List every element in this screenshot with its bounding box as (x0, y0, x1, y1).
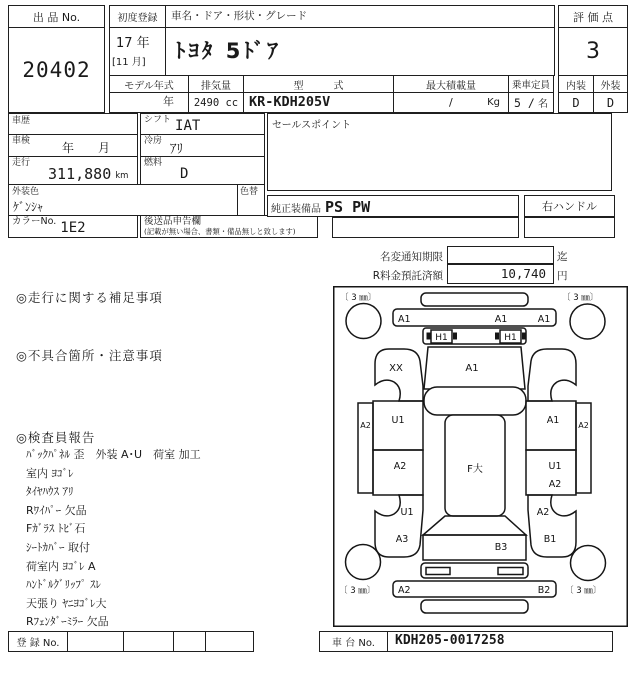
auction-no-header: 出 品 No. (8, 5, 105, 28)
score-value: 3 (558, 27, 628, 76)
equipment-cell (267, 195, 519, 217)
first-reg-year: 17 年 (116, 36, 150, 51)
door-rear-left (373, 450, 423, 495)
later-items-note: (記載が無い場合、書類・備品無しと致します) (144, 227, 296, 236)
quarter-panel-left (375, 495, 423, 557)
inspector-item: 荷室内 ﾖｺﾞﾚ A (26, 559, 96, 573)
clip-mark (453, 333, 457, 340)
later-items-label: 後送品申告欄 (144, 216, 202, 227)
clip-mark (495, 333, 499, 340)
inspection-value: 年 月 (62, 140, 111, 155)
color-no-cell (8, 215, 138, 238)
rocker-left-mark: A2 (360, 421, 371, 430)
name-change-box (447, 246, 554, 264)
quarter-left-mark2: A3 (395, 534, 409, 545)
exterior-color-label: 外装色 (12, 187, 40, 197)
rear-bumper (393, 581, 556, 597)
roof-mark: F大 (467, 464, 483, 475)
recycle-fee-value: 10,740 (447, 264, 554, 284)
model-code-value: KR-KDH205V (243, 92, 394, 113)
tire-rear-left (346, 545, 381, 580)
quarter-right-mark1: A2 (536, 507, 550, 518)
shift-cell (140, 113, 265, 135)
aircon-label: 冷房 (144, 136, 163, 146)
back-panel-mark: B3 (494, 542, 508, 553)
tire-front-left (346, 304, 381, 339)
front-bumper (393, 309, 556, 326)
exterior-grade-header: 外装 (593, 75, 628, 93)
interior-grade-value: D (558, 92, 594, 113)
inspector-item: ﾊﾞｯｸﾊﾟﾈﾙ 歪 外装 A･U 荷室 加工 (26, 448, 201, 461)
quarter-right-mark2: B1 (543, 534, 557, 545)
front-fender-left-mark: XX (389, 363, 403, 374)
damage-diagram (333, 286, 628, 627)
recycle-fee-unit: 円 (557, 270, 568, 282)
displacement-header: 排気量 (188, 75, 244, 93)
tire-rear-right (571, 546, 606, 581)
quarter-left-mark1: U1 (400, 507, 414, 518)
inspector-report-list (26, 446, 326, 632)
inspection-cell (8, 134, 138, 157)
aircon-cell (140, 134, 265, 157)
back-panel (423, 535, 526, 560)
tire-front-right (570, 304, 605, 339)
shift-label: シフト (144, 115, 172, 125)
sales-point-box: セールスポイント (267, 113, 612, 191)
exterior-color-value: ｹﾞﾝｼｬ (13, 200, 44, 214)
mileage-cell (8, 156, 138, 185)
mileage-unit: km (115, 171, 129, 181)
fuel-cell (140, 156, 265, 185)
model-year-header: モデル年式 (109, 75, 189, 93)
steering-extra-cell (524, 217, 615, 238)
auction-no-value: 20402 (8, 27, 105, 113)
rear-bumper-left-mark: A2 (398, 585, 411, 596)
shift-value: IAT (175, 117, 201, 134)
car-name-value: ﾄﾖﾀ 5ﾄﾞｱ (165, 27, 555, 76)
door-front-left-mark: U1 (391, 415, 405, 426)
equipment-extra-cell (332, 217, 519, 238)
first-reg-month: [11 月] (112, 57, 146, 68)
equipment-label: 純正装備品 (271, 204, 321, 215)
inspector-item: ﾀｲﾔﾊｳｽ ｱﾘ (26, 485, 74, 499)
mileage-value: 311,880 (48, 165, 112, 183)
windshield (424, 387, 526, 415)
front-bumper-mid-mark: A1 (494, 314, 508, 325)
score-header: 評 価 点 (558, 5, 628, 28)
name-change-until: 迄 (557, 251, 568, 263)
registration-no-cell (173, 631, 206, 652)
chassis-no-value: KDH205-0017258 (387, 631, 613, 652)
clip-mark (427, 333, 431, 340)
max-load-unit: Kg (487, 97, 500, 108)
capacity-unit: 名 (538, 99, 548, 110)
door-rear-right-mark2: A2 (548, 479, 562, 490)
aircon-value: ｱﾘ (170, 141, 184, 157)
headlight-left-mark: H1 (435, 333, 448, 343)
registration-no-cell (67, 631, 124, 652)
door-front-right-mark: A1 (546, 415, 560, 426)
inspector-item: 天張り ﾔﾆﾖｺﾞﾚ大 (26, 596, 107, 610)
mileage-note-title: ◎走行に関する補足事項 (16, 290, 163, 305)
capacity-value (508, 92, 554, 113)
inspector-item: Fｶﾞﾗｽ ﾄﾋﾞ石 (26, 522, 86, 536)
history-cell: 車歴 (8, 113, 138, 135)
fuel-value: D (180, 166, 189, 182)
interior-grade-header: 内装 (558, 75, 594, 93)
mileage-label: 走行 (12, 158, 31, 168)
rocker-left (358, 403, 373, 493)
name-change-label: 名変通知期限 (380, 251, 443, 263)
later-items-cell (140, 215, 318, 238)
capacity-number: 5 / (514, 95, 535, 110)
steering-cell: 右ハンドル (524, 195, 615, 217)
exterior-grade-value: D (593, 92, 628, 113)
max-load-slash: / (449, 96, 453, 109)
color-change-cell: 色替 (237, 184, 265, 216)
displacement-value: 2490 cc (188, 92, 244, 113)
equipment-value: PS PW (325, 197, 371, 216)
rear-bumper-lip (421, 600, 528, 613)
inspector-item: ﾊﾝﾄﾞﾙｸﾞﾘｯﾌﾟ ｽﾚ (26, 578, 101, 592)
model-year-value: 年 (109, 92, 189, 113)
rocker-right (576, 403, 591, 493)
tread-depth-bottom-left: 〔 3 ㎜〕 (339, 586, 376, 596)
tread-depth-top-right: 〔 3 ㎜〕 (562, 293, 599, 303)
capacity-header: 乗車定員 (508, 75, 554, 93)
rocker-right-mark: A2 (578, 421, 589, 430)
max-load-value (393, 92, 509, 113)
rear-window (423, 516, 526, 535)
tread-depth-bottom-right: 〔 3 ㎜〕 (565, 586, 602, 596)
inspection-label: 車検 (12, 136, 31, 146)
max-load-header: 最大積載量 (393, 75, 509, 93)
tread-depth-top-left: 〔 3 ㎜〕 (340, 293, 377, 303)
quarter-panel-right (528, 495, 576, 557)
defects-title: ◎不具合箇所・注意事項 (16, 348, 163, 363)
chassis-no-label: 車 台 No. (319, 631, 388, 652)
registration-no-label: 登 録 No. (8, 631, 68, 652)
model-code-header: 型 式 (243, 75, 394, 93)
tail-light-left (426, 568, 450, 575)
front-bumper-left-mark: A1 (398, 314, 411, 325)
inspector-item: Rﾌｪﾝﾀﾞｰﾐﾗｰ 欠品 (26, 615, 109, 629)
registration-no-cell (205, 631, 254, 652)
first-registration-value (109, 27, 166, 76)
registration-no-cell (123, 631, 174, 652)
front-fender-right (528, 349, 576, 401)
inspector-item: ｼｰﾄｶﾊﾞｰ 取付 (26, 540, 90, 554)
door-rear-left-mark: A2 (393, 461, 407, 472)
front-fender-left (375, 349, 423, 401)
color-no-label: カラーNo. (12, 216, 57, 227)
front-bumper-right-mark: A1 (537, 314, 551, 325)
rear-bumper-right-mark: B2 (537, 585, 551, 596)
fuel-label: 燃料 (144, 158, 163, 168)
first-registration-header: 初度登録 (109, 5, 166, 28)
recycle-fee-label: R料金預託済額 (372, 270, 443, 282)
door-rear-right-mark1: U1 (548, 461, 562, 472)
tail-light-right (498, 568, 523, 575)
headlight-right-mark: H1 (504, 333, 517, 343)
car-name-header: 車名・ドア・形状・グレード (165, 5, 555, 28)
inspector-report-title: ◎検査員報告 (16, 430, 96, 445)
hood-mark: A1 (465, 363, 479, 374)
inspector-item: 室内 ﾖｺﾞﾚ (26, 466, 74, 480)
inspector-item: Rﾜｲﾊﾟｰ 欠品 (26, 503, 87, 517)
color-no-value: 1E2 (60, 220, 86, 236)
clip-mark (522, 333, 526, 340)
exterior-color-cell (8, 184, 238, 216)
front-bumper-lip (421, 293, 528, 306)
